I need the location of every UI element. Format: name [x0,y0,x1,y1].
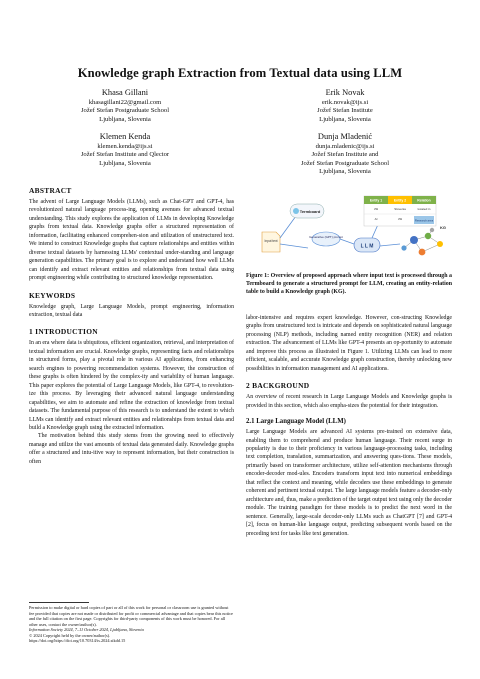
doi-link[interactable]: https://doi.org/https://doi.org/10.70314/is.2024.sikdd.15 [29,638,126,643]
right-column [246,314,452,538]
author-block [260,88,430,124]
table-header: Relation [417,198,431,203]
table-header: Entity 2 [393,198,407,203]
input-text-label: Input text [264,239,278,243]
author-affiliation: Jožef Stefan Institute [317,107,373,115]
author-email: khasagillani22@gmail.com [88,98,162,106]
figure-1 [254,192,454,264]
author-affiliation: Jožef Stefan Institute and [311,151,379,159]
author-name: Erik Novak [325,88,365,97]
author-name: Khasa Gillani [101,88,149,97]
background-text: An overview of recent research in Large Language Models and Knowledge graphs is provided in this section, which also empha-sizes the potential for their integration. [246,394,452,409]
author-block [260,132,430,177]
intro-heading: 1 INTRODUCTION [29,327,98,337]
author-affiliation: Jožef Stefan Institute and Qlector [80,151,170,159]
author-location: Ljubljana, Slovenia [319,168,371,176]
author-name: Dunja Mladenić [317,132,373,141]
intro-paragraph: In an era where data is ubiquitous, efficient organization, retrieval, and interpretation of textual information are crucial. Knowledge graphs, representing facts and relationships in structured forms, play a pivotal role in various AI applications, from enhancing search engines to powering recommendation systems. However, the construction of these graphs is often hindered by the complex-ity and variability of human language. This paper explores the potential of Large Language Models, like GPT-4, to revolution-ize this process. By leveraging their advanced natural language understanding capabilities, we aim to automate and refine the extraction of knowledge from textual datasets. The fundamental purpose of this research is to understand the extent to which LLMs can identify and extract relevant entities and relationships from textual data and build a Knowledge graph using the extracted information. [29,340,234,431]
left-column [29,186,234,466]
author-location: Ljubljana, Slovenia [99,159,151,167]
author-email: erik.novak@ijs.si [321,98,369,106]
arrow-to-model [340,239,354,244]
keywords-heading: KEYWORDS [29,290,76,300]
abstract-heading: ABSTRACT [29,186,72,195]
termboard-label: Termboard [299,209,321,214]
arrow-to-termboard [280,216,296,238]
table-cell: AI [374,217,378,221]
footnote [29,605,234,644]
prompt-label: Generative (GPT) prompt [309,235,343,239]
paper-title: Knowledge graph Extraction from Textual data using LLM [77,66,403,80]
abstract-text: The advent of Large Language Models (LLMs), such as Chat-GPT and GPT-4, has revolutionized natural language process-ing, opening avenues for advanced textual understanding. This study explores the application of LLMs in developing Knowledge graphs from textual data. Knowledge graphs offer a structured representation of information, facilitating enhanced comprehen-sion and utilization of unstructured text. We intend to construct Knowledge graphs that capture relationships and entities within diverse textual datasets by harnessing LLMs' contextual under-standing and language generation capabilities. The primary goal is to explore and understand how well LLMs can identify and extract relevant entities and relationships from textual data using prompt engineering while contributing to structured knowledge representation. [29,199,234,282]
termboard-icon [293,208,299,214]
author-email: dunja.mladenic@ijs.si [315,142,375,150]
author-location: Ljubljana, Slovenia [319,115,371,123]
keywords-text: Knowledge graph, Large Language Models, prompt engineering, information extraction, textual data [29,303,234,318]
figure-caption: Figure 1: Overview of proposed approach where input text is processed through a Termboard to generate a structured prompt for LLM, creating an entity-relation table to build a Knowledge graph (KG). [246,273,452,296]
table-cell: JSI [397,217,403,221]
footnote-rule [29,602,89,603]
table-cell: JSI [373,207,379,211]
llm-subsection-text: Large Language Models are advanced AI systems pre-trained on extensive data, enabling them to comprehend and produce human language. Their recent surge in popularity is due to their proficiency in various language-processing tasks, including text completion, translation, summarization, and answering ques-tions. These models, primarily based on transformer architecture, utilize self-attention mechanisms through encoder-decoder mod-ules. Encoders transform input text into numerical embeddings that reflect the context and meaning, while decoders use these embeddings to generate coherent and pertinent textual output. The large language models feature a decoder-only architecture and, thus, make a prediction of the target output text using only the decoder module. The training paradigm for these models is to predict the next word in the sentence. Generally, large-scale decoder-only LLMs such as ChatGPT [7] and GPT-4 [2], focus on human-like language output, predicting subsequent words based on the preceding text for tasks like text generation. [246,429,452,537]
permission-notice: Permission to make digital or hard copies of part or all of this work for personal or classroom use is granted without fee provided that copies are not made or distributed for profit or commercial advantage and that copies bear this notice and the full citation on the first page. Copyrights for third-party components of this work must be honored. For all other uses, contact the owner/author(s). [29,605,233,627]
arrow-to-llm [280,244,308,248]
llm-subsection-heading: 2.1 Large Language Model (LLM) [246,418,346,426]
author-name: Klemen Kenda [99,132,151,141]
author-affiliation: Jožef Stefan Postgraduate School [300,159,390,167]
venue-line: Information Society 2024, 7–11 October 2024, Ljubljana, Slovenia [29,627,144,632]
background-heading: 2 BACKGROUND [246,381,310,391]
knowledge-graph-icon [401,228,443,256]
author-affiliation: Jožef Stefan Postgraduate School [80,107,170,115]
author-block [40,132,210,168]
author-email: klemen.kenda@ijs.si [97,142,153,150]
author-block [40,88,210,124]
author-location: Ljubljana, Slovenia [99,115,151,123]
table-header: Entity 1 [369,198,383,203]
approach-diagram [254,192,454,264]
table-cell: Research area [414,218,434,223]
copyright-line: © 2024 Copyright held by the owner/author(s). [29,632,111,638]
intro-paragraph: The motivation behind this study stems from the growing need to effectively manage and utilize the vast amounts of textual data generated daily. Knowledge graphs offer a structured and intu-itive way to represent information, but their construction is often [29,433,234,465]
table-cell: located in [417,207,431,211]
table-cell: Slovenia [394,207,406,211]
intro-continued: labor-intensive and requires expert knowledge. However, con-structing Knowledge graphs from unstructured text is intricate and depends on sophisticated natural language processing (NLP) methods, including named entity recognition (NER) and relation extraction. The advancement of LLMs like GPT-4 presents an op-portunity to automate and improve this process as illustrated in Figure 1. Utilizing LLMs can lead to more efficient, scalable, and accurate Knowledge graph construction, thereby unlocking new possibilities in information management and AI applications. [246,315,452,372]
kg-label: KG [440,225,446,230]
llm-label: L L M [360,243,374,250]
arrow-to-kg [380,244,400,246]
